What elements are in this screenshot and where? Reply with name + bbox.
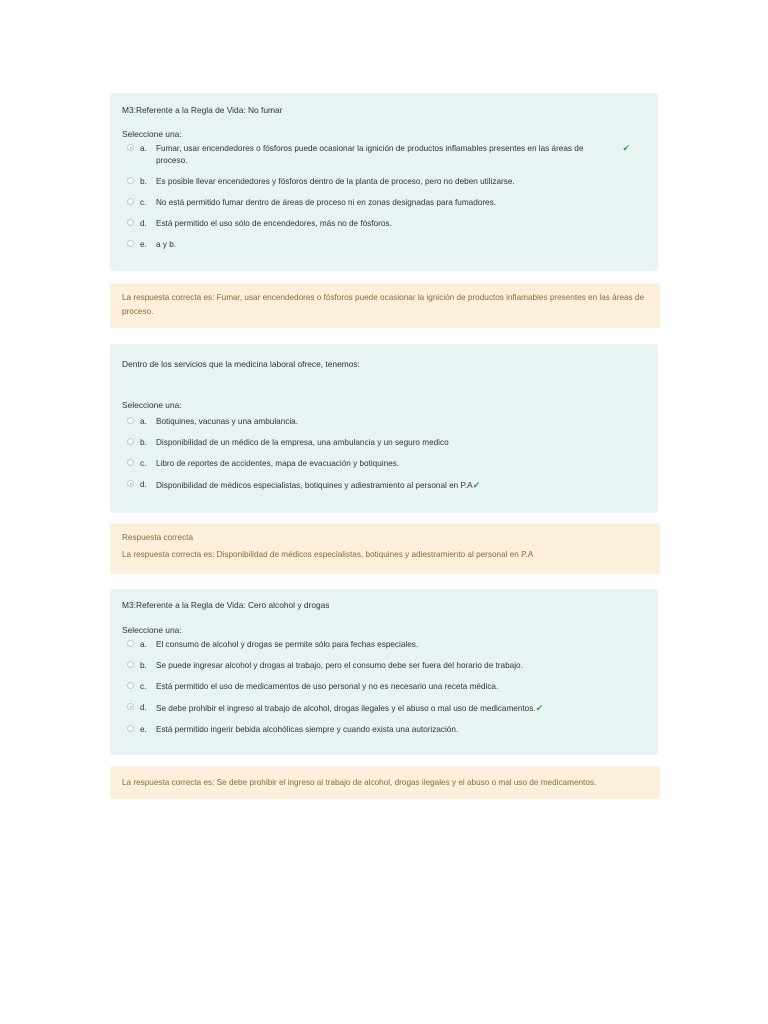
option-letter: c.	[140, 682, 147, 691]
option-letter: e.	[140, 725, 147, 734]
radio-button[interactable]	[127, 438, 134, 445]
option-b[interactable]	[122, 660, 646, 672]
question-2	[110, 344, 658, 513]
radio-button[interactable]	[127, 144, 134, 151]
question-text: M3:Referente a la Regla de Vida: No fumar	[122, 105, 283, 115]
radio-button[interactable]	[127, 177, 134, 184]
option-text: Se puede ingresar alcohol y drogas al trabajo, pero el consumo debe ser fuera del horario de trabajo.	[156, 661, 523, 670]
option-letter: d.	[140, 219, 147, 228]
option-letter: c.	[140, 459, 147, 468]
question-1	[110, 93, 658, 271]
option-a[interactable]	[122, 639, 646, 651]
option-text: Botiquines, vacunas y una ambulancia.	[156, 417, 299, 426]
radio-button[interactable]	[127, 417, 134, 424]
feedback-3	[110, 766, 660, 799]
option-letter: b.	[140, 177, 147, 186]
radio-button[interactable]	[127, 198, 134, 205]
correct-answer-text: La respuesta correcta es: Disponibilidad de médicos especialistas, botiquines y adiestramiento al personal en P.A	[122, 550, 534, 559]
option-letter: a.	[140, 417, 147, 426]
radio-button[interactable]	[127, 682, 134, 689]
option-c[interactable]	[122, 458, 646, 470]
option-text: Se debe prohibir el ingreso al trabajo de alcohol, drogas ilegales y el abuso o mal uso de medicamentos.	[156, 704, 536, 713]
option-letter: e.	[140, 240, 147, 249]
option-e[interactable]	[122, 239, 646, 251]
select-prompt: Seleccione una:	[122, 625, 182, 635]
radio-button[interactable]	[127, 240, 134, 247]
option-letter: d.	[140, 480, 147, 489]
option-text: Disponibilidad de un médico de la empresa, una ambulancia y un seguro medico	[156, 438, 449, 447]
select-prompt: Seleccione una:	[122, 129, 182, 139]
question-text: Dentro de los servicios que la medicina laboral ofrece, tenemos:	[122, 359, 360, 369]
option-text: Disponibilidad de médicos especialistas, botiquines y adiestramiento al personal en P.A	[156, 481, 473, 490]
option-text: Está permitido ingerir bebida alcohólicas siempre y cuando exista una autorización.	[156, 725, 459, 734]
radio-button[interactable]	[127, 219, 134, 226]
option-letter: d.	[140, 703, 147, 712]
radio-button[interactable]	[127, 480, 134, 487]
option-text: Es posible llevar encendedores y fósforos dentro de la planta de proceso, pero no deben utilizarse.	[156, 177, 515, 186]
feedback-1	[110, 283, 660, 328]
option-text: Fumar, usar encendedores o fósforos puede ocasionar la ignición de productos inflamables presentes en las áreas de proceso.	[156, 144, 584, 165]
radio-button[interactable]	[127, 703, 134, 710]
option-c[interactable]	[122, 197, 646, 209]
option-c[interactable]	[122, 681, 646, 693]
question-text: M3:Referente a la Regla de Vida: Cero alcohol y drogas	[122, 600, 330, 610]
check-icon: ✔	[535, 703, 544, 713]
option-b[interactable]	[122, 437, 646, 449]
option-letter: c.	[140, 198, 147, 207]
option-text: Libro de reportes de accidentes, mapa de evacuación y botiquines.	[156, 459, 400, 468]
radio-button[interactable]	[127, 459, 134, 466]
option-b[interactable]	[122, 176, 646, 188]
option-a[interactable]	[122, 143, 646, 167]
option-text: No está permitido fumar dentro de áreas de proceso ni en zonas designadas para fumadores.	[156, 198, 496, 207]
option-d[interactable]	[122, 702, 646, 715]
option-letter: a.	[140, 144, 147, 153]
option-d[interactable]	[122, 218, 646, 230]
radio-button[interactable]	[127, 661, 134, 668]
option-text: Está permitido el uso sólo de encendedores, más no de fósforos.	[156, 219, 392, 228]
feedback-status: Respuesta correcta	[122, 533, 193, 542]
option-text: a y b.	[156, 240, 177, 249]
option-letter: b.	[140, 661, 147, 670]
correct-answer-text: La respuesta correcta es: Se debe prohibir el ingreso al trabajo de alcohol, drogas ilegales y el abuso o mal uso de medicamentos.	[122, 778, 597, 787]
option-letter: b.	[140, 438, 147, 447]
option-d[interactable]	[122, 479, 646, 492]
radio-button[interactable]	[127, 640, 134, 647]
check-icon: ✔	[472, 480, 481, 490]
option-text: El consumo de alcohol y drogas se permite sólo para fechas especiales.	[156, 640, 419, 649]
option-e[interactable]	[122, 724, 646, 736]
feedback-2	[110, 523, 660, 574]
select-prompt: Seleccione una:	[122, 400, 182, 410]
option-a[interactable]	[122, 416, 646, 428]
question-3	[110, 589, 658, 755]
correct-answer-text: La respuesta correcta es: Fumar, usar encendedores o fósforos puede ocasionar la ignición de productos inflamables presentes en las áreas de proceso.	[122, 293, 645, 316]
option-text: Está permitido el uso de medicamentos de uso personal y no es necesario una receta médica.	[156, 682, 499, 691]
option-letter: a.	[140, 640, 147, 649]
radio-button[interactable]	[127, 725, 134, 732]
check-icon: ✔	[622, 143, 630, 153]
